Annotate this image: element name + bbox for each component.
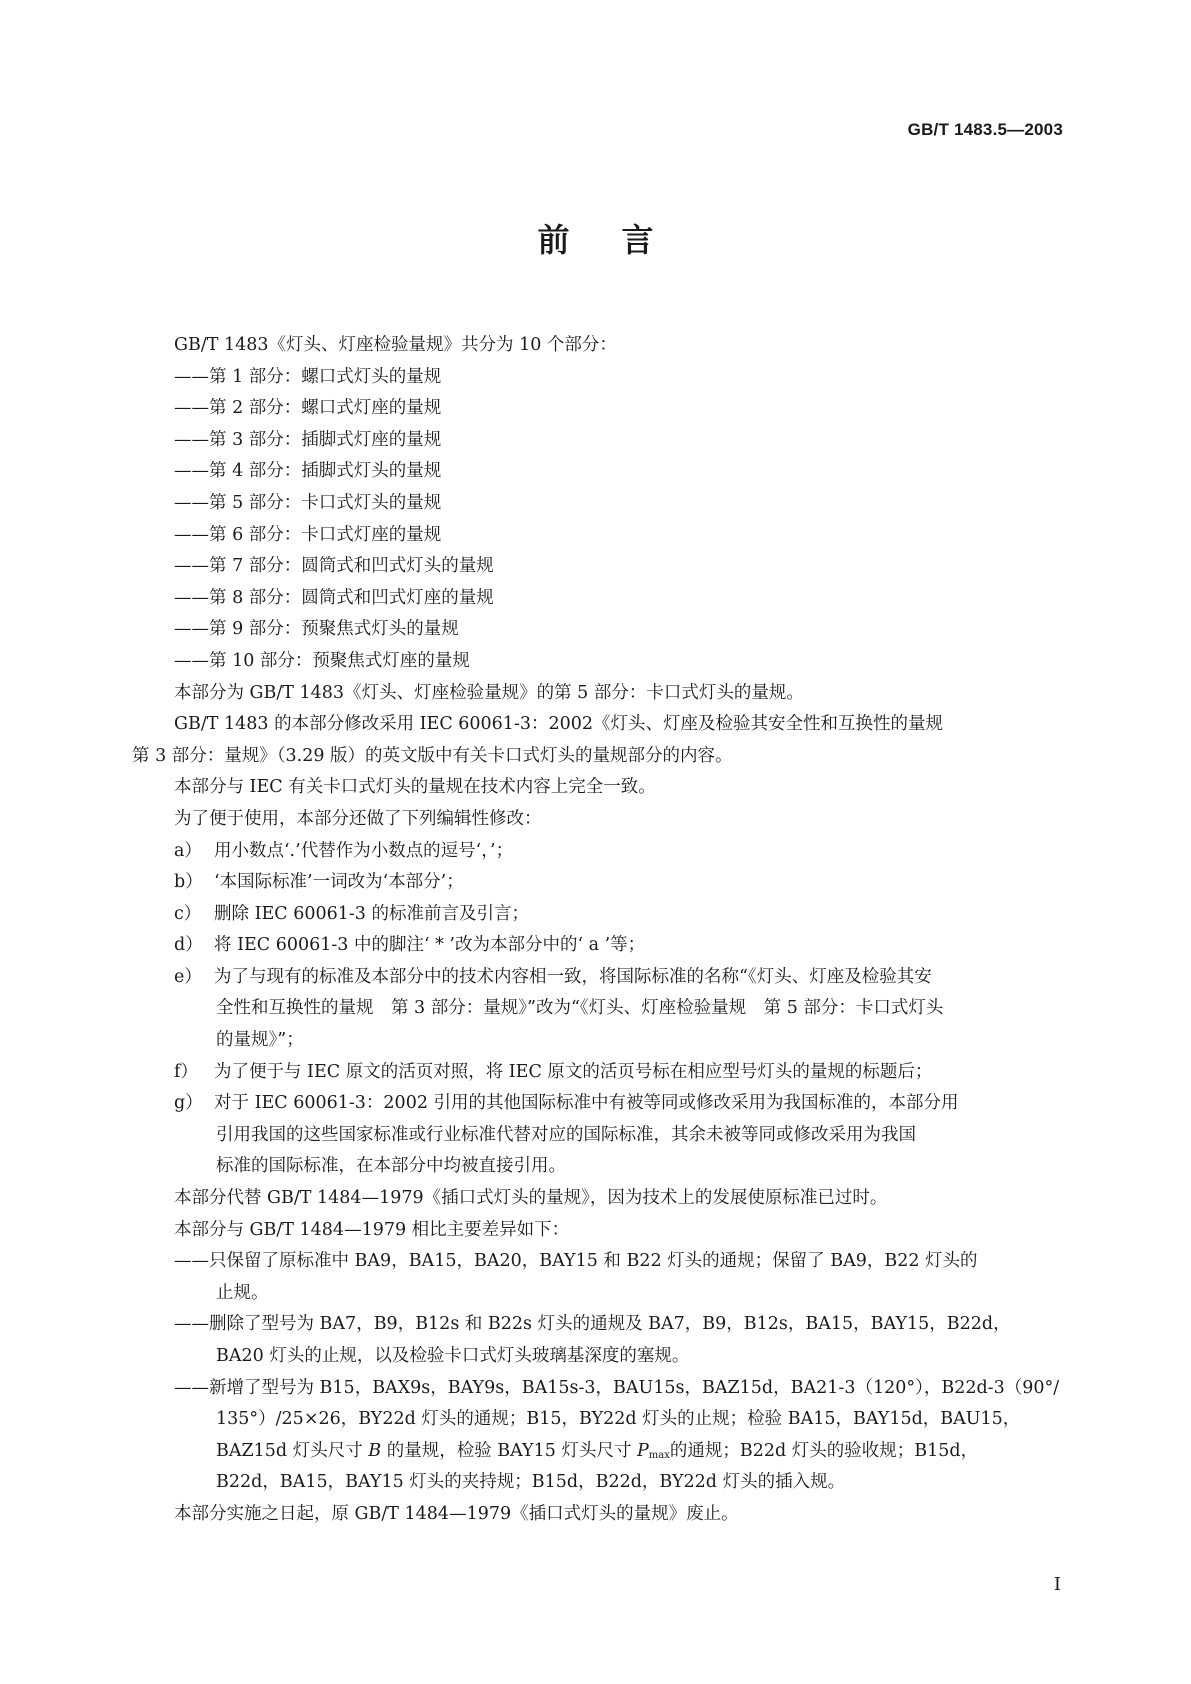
list-item: ——第 2 部分：螺口式灯座的量规 <box>174 398 442 419</box>
list-item <box>132 1057 1062 1089</box>
adoption-paragraph <box>132 709 1062 772</box>
list-item: ——第 7 部分：圆筒式和凹式灯头的量规 <box>174 556 494 577</box>
abolish-paragraph: 本部分实施之日起，原 GB/T 1484—1979《插口式灯头的量规》废止。 <box>174 1503 739 1524</box>
list-item-text: ‘本国际标准’一词改为‘本部分’； <box>214 872 464 893</box>
subscript-max: max <box>648 1449 670 1461</box>
parts-list <box>132 362 1062 678</box>
differences-list <box>132 1246 1062 1499</box>
list-item: ——第 9 部分：预聚焦式灯头的量规 <box>174 619 459 640</box>
list-item-text: 对于 IEC 60061-3：2002 引用的其他国际标准中有被等同或修改采用为我国标准的，本部分用 <box>214 1093 959 1114</box>
list-item-text: 的量规》”； <box>216 1030 304 1051</box>
list-item <box>132 899 1062 931</box>
differences-intro-paragraph: 本部分与 GB/T 1484—1979 相比主要差异如下： <box>174 1219 570 1240</box>
list-item-text: ——删除了型号为 BA7，B9，B12s 和 B22s 灯头的通规及 BA7，B9，B12s，BA15，BAY15，B22d， <box>174 1314 1011 1335</box>
variable-b: B <box>368 1440 382 1461</box>
list-item-text: 止规。 <box>216 1282 269 1303</box>
list-item: ——第 10 部分：预聚焦式灯座的量规 <box>174 650 470 671</box>
paragraph-line: GB/T 1483 的本部分修改采用 IEC 60061-3：2002《灯头、灯座及检验其安全性和互换性的量规 <box>174 714 944 735</box>
consistency-paragraph: 本部分与 IEC 有关卡口式灯头的量规在技术内容上完全一致。 <box>174 777 656 798</box>
list-item: ——第 1 部分：螺口式灯头的量规 <box>174 366 442 387</box>
list-item <box>132 1246 1062 1309</box>
list-item <box>132 1088 1062 1183</box>
list-item <box>132 1373 1062 1499</box>
list-item-text: BA20 灯头的止规，以及检验卡口式灯头玻璃基深度的塞规。 <box>216 1346 690 1366</box>
list-marker: a） <box>174 840 202 861</box>
list-item-text: 删除 IEC 60061-3 的标准前言及引言； <box>214 903 529 924</box>
intro-paragraph: GB/T 1483《灯头、灯座检验量规》共分为 10 个部分： <box>174 335 617 355</box>
list-marker: c） <box>174 903 202 924</box>
edits-list <box>132 836 1062 1184</box>
edits-intro-paragraph: 为了便于使用，本部分还做了下列编辑性修改： <box>174 808 542 829</box>
list-marker: f） <box>174 1061 198 1082</box>
list-marker: e） <box>174 966 202 987</box>
list-item <box>132 962 1062 1057</box>
standard-code: GB/T 1483.5—2003 <box>907 120 1063 139</box>
list-item-text: 标准的国际标准，在本部分中均被直接引用。 <box>216 1156 566 1177</box>
list-item-text: ——只保留了原标准中 BA9，BA15，BA20，BAY15 和 B22 灯头的通规；保留了 BA9，B22 灯头的 <box>174 1251 978 1272</box>
list-item-text: 用小数点‘.’代替作为小数点的逗号‘，’； <box>214 840 514 861</box>
list-item-text: 为了便于与 IEC 原文的活页对照，将 IEC 原文的活页号标在相应型号灯头的量规的标题后； <box>214 1061 933 1082</box>
list-item: ——第 8 部分：圆筒式和凹式灯座的量规 <box>174 587 494 608</box>
replacement-paragraph: 本部分代替 GB/T 1484—1979《插口式灯头的量规》，因为技术上的发展使原标准已过时。 <box>174 1188 888 1209</box>
list-item <box>132 1309 1062 1372</box>
list-item-text: B22d，BA15，BAY15 灯头的夹持规；B15d，B22d，BY22d 灯头的插入规。 <box>216 1472 846 1493</box>
list-item: ——第 5 部分：卡口式灯头的量规 <box>174 492 442 513</box>
list-marker: g） <box>174 1093 203 1114</box>
list-item <box>132 867 1062 899</box>
foreword-body <box>132 330 1062 1531</box>
list-item-text: 135°）/25×26，BY22d 灯头的通规；B15，BY22d 灯头的止规；检验 BA15，BAY15d，BAU15， <box>216 1409 1021 1430</box>
list-item: ——第 4 部分：插脚式灯头的量规 <box>174 461 442 482</box>
list-marker: b） <box>174 872 203 893</box>
list-marker: d） <box>174 935 203 956</box>
list-item: ——第 6 部分：卡口式灯座的量规 <box>174 524 442 545</box>
page-number: I <box>1053 1574 1061 1595</box>
list-item-text: 将 IEC 60061-3 中的脚注‘ * ’改为本部分中的‘ a ’等； <box>214 935 646 956</box>
list-item <box>132 836 1062 868</box>
list-item-text: ——新增了型号为 B15，BAX9s，BAY9s，BA15s-3，BAU15s，BAZ15d，BA21-3（120°），B22d-3（90°/ <box>174 1377 1060 1398</box>
this-part-paragraph: 本部分为 GB/T 1483《灯头、灯座检验量规》的第 5 部分：卡口式灯头的量规。 <box>174 682 804 703</box>
list-item <box>132 930 1062 962</box>
variable-p: P <box>637 1440 649 1461</box>
list-item-text: BAZ15d 灯头尺寸 B 的量规，检验 BAY15 灯头尺寸 $P_{max}$的通规；B22d 灯头的验收规；B15d， <box>216 1440 979 1461</box>
list-item: ——第 3 部分：插脚式灯座的量规 <box>174 429 442 450</box>
list-item-text: 为了与现有的标准及本部分中的技术内容相一致，将国际标准的名称“《灯头、灯座及检验其安 <box>214 966 932 987</box>
list-item-text: 引用我国的这些国家标准或行业标准代替对应的国际标准，其余未被等同或修改采用为我国 <box>216 1124 916 1145</box>
paragraph-line: 第 3 部分：量规》（3.29 版）的英文版中有关卡口式灯头的量规部分的内容。 <box>132 745 733 766</box>
page-title: 前言 <box>537 221 706 259</box>
list-item-text: 全性和互换性的量规 第 3 部分：量规》”改为“《灯头、灯座检验量规 第 5 部分：卡口式灯头 <box>216 998 944 1019</box>
